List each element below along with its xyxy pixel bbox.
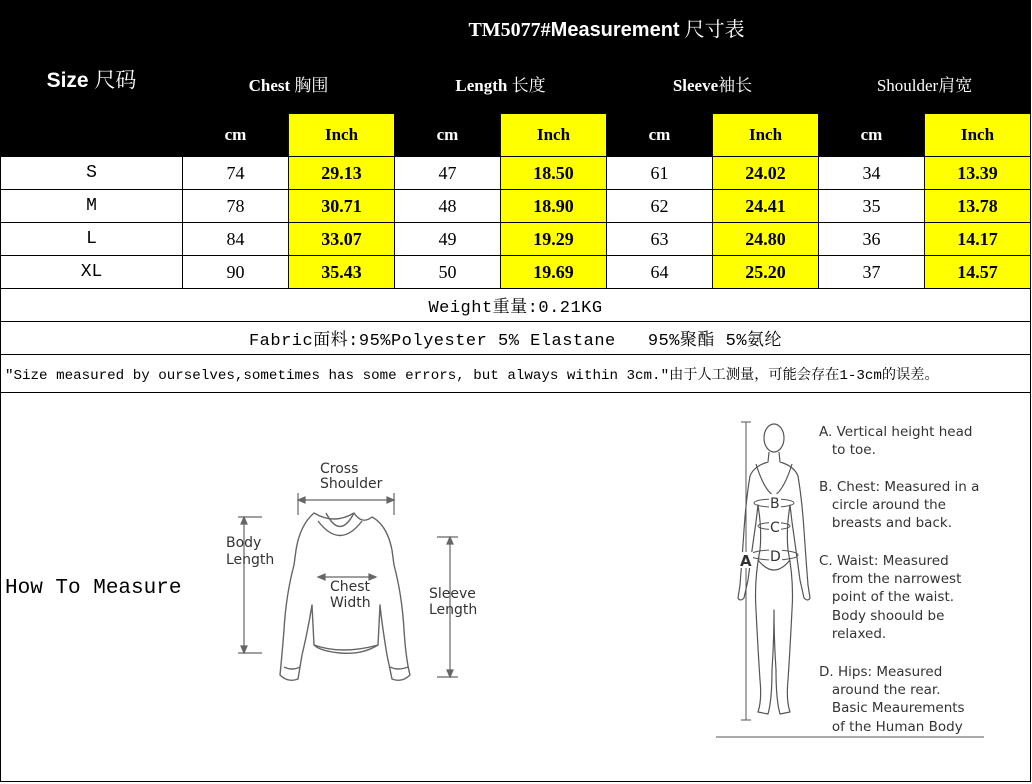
group-shoulder-cn: 肩宽 [938,76,973,95]
value-cell: 62 [607,190,713,223]
group-chest-cn: 胸围 [294,76,329,95]
legend-key: B. [819,479,833,495]
size-header [1,1,183,157]
value-cell: 37 [819,256,925,289]
size-label: S [1,157,183,190]
figure-top [756,464,792,496]
unit-cm: cm [395,114,501,157]
value-cell: 61 [607,157,713,190]
title-code: TM5077# [468,18,551,41]
weight-info: Weight重量:0.21KG [1,289,1031,322]
table-row [1,190,1031,223]
figure-body [738,452,810,714]
value-cell: 78 [183,190,289,223]
sweater-collar [318,521,362,536]
legend-text: Waist: Measured from the narrowest point of the waist. Body shoould be relaxed. [831,553,962,642]
marker-c: C [770,520,780,536]
value-cell: 18.50 [501,157,607,190]
group-length-cn: 长度 [511,76,546,95]
label-shoulder: Shoulder [320,476,383,492]
value-cell: 74 [183,157,289,190]
label-sleeve-length: Length [429,602,478,618]
value-cell: 24.80 [713,223,819,256]
group-length-en: Length [455,76,508,95]
sweater-diagram [222,455,492,685]
group-sleeve-en: Sleeve [672,76,719,95]
legend-key: C. [819,553,833,569]
unit-cm: cm [183,114,289,157]
fabric-info: Fabric面料:95%Polyester 5% Elastane 95%聚酯 5%氨纶 [1,322,1031,355]
group-header-length [395,54,607,114]
figure-head [764,424,784,452]
value-cell: 33.07 [289,223,395,256]
sweater-cuff-right [390,667,408,669]
value-cell: 35 [819,190,925,223]
value-cell: 50 [395,256,501,289]
value-cell: 19.69 [501,256,607,289]
value-cell: 24.41 [713,190,819,223]
label-body-length: Length [226,552,275,568]
group-header-shoulder [819,54,1031,114]
value-cell: 25.20 [713,256,819,289]
label-chest: Chest [330,579,371,595]
legend-key: A. [819,424,833,440]
group-shoulder-en: Shoulder [876,76,939,95]
value-cell: 36 [819,223,925,256]
marker-d: D [770,549,781,565]
value-cell: 84 [183,223,289,256]
unit-cm: cm [607,114,713,157]
value-cell: 24.02 [713,157,819,190]
value-cell: 14.57 [925,256,1031,289]
legend-c [819,552,961,643]
group-chest-en: Chest [248,76,291,95]
value-cell: 30.71 [289,190,395,223]
label-body: Body [226,535,262,551]
table-row [1,157,1031,190]
label-sleeve: Sleeve [429,586,476,602]
value-cell: 64 [607,256,713,289]
size-label: L [1,223,183,256]
value-cell: 35.43 [289,256,395,289]
value-cell: 13.78 [925,190,1031,223]
value-cell: 90 [183,256,289,289]
legend-d [819,663,965,736]
size-header-cn: 尺码 [94,68,137,92]
legend-a [819,423,972,459]
size-label: M [1,190,183,223]
unit-inch: Inch [713,114,819,157]
table-row [1,256,1031,289]
marker-b: B [770,496,780,512]
group-header-sleeve [607,54,819,114]
value-cell: 34 [819,157,925,190]
size-header-en: Size [46,68,89,92]
legend-text: Hips: Measured around the rear. Basic Meaurements of the Human Body [831,664,965,735]
marker-a: A [740,552,752,570]
how-to-measure-label: How To Measure [5,577,182,600]
unit-inch: Inch [925,114,1031,157]
value-cell: 63 [607,223,713,256]
title-cn: 尺寸表 [684,18,745,41]
value-cell: 47 [395,157,501,190]
legend-b [819,478,979,533]
title-word: Measurement [550,18,680,41]
legend-key: D. [819,664,834,680]
table-title [183,1,1031,54]
sweater-cuff-left [284,667,300,669]
value-cell: 18.90 [501,190,607,223]
size-label: XL [1,256,183,289]
unit-cm: cm [819,114,925,157]
value-cell: 13.39 [925,157,1031,190]
value-cell: 49 [395,223,501,256]
legend-text: Vertical height head to toe. [831,424,973,459]
value-cell: 14.17 [925,223,1031,256]
value-cell: 19.29 [501,223,607,256]
group-sleeve-cn: 袖长 [718,76,753,95]
value-cell: 48 [395,190,501,223]
measurement-note: "Size measured by ourselves,sometimes has some errors, but always within 3cm."由于人工测量，可能会存在1-3cm的误差。 [1,355,1031,393]
unit-inch: Inch [289,114,395,157]
label-width: Width [330,595,371,611]
value-cell: 29.13 [289,157,395,190]
legend-text: Chest: Measured in a circle around the breasts and back. [831,479,980,532]
table-row [1,223,1031,256]
unit-inch: Inch [501,114,607,157]
label-cross: Cross [320,461,359,477]
group-header-chest [183,54,395,114]
